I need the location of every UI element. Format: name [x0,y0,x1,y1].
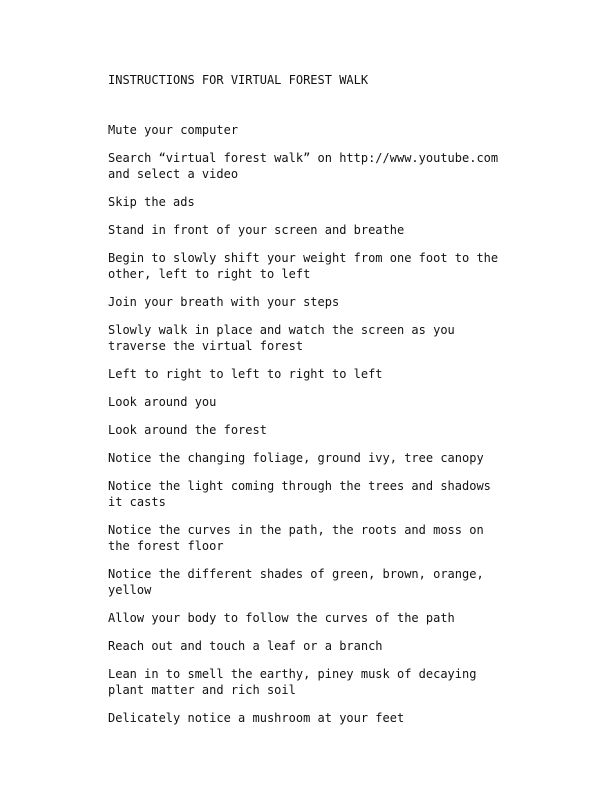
instruction-step: Reach out and touch a leaf or a branch [108,639,383,653]
instruction-step: Notice the different shades of green, brown, orange, yellow [108,567,484,597]
instruction-step: Join your breath with your steps [108,295,340,309]
instruction-step: Notice the light coming through the trees and shadows it casts [108,479,491,509]
instruction-step: Notice the changing foliage, ground ivy, tree canopy [108,451,484,465]
instruction-step: Delicately notice a mushroom at your feet [108,711,405,725]
instruction-step: Begin to slowly shift your weight from one foot to the other, left to right to left [108,251,499,281]
document-title: INSTRUCTIONS FOR VIRTUAL FOREST WALK [108,73,369,87]
instruction-step: Left to right to left to right to left [108,367,383,381]
instruction-step: Look around you [108,395,217,409]
instruction-step: Mute your computer [108,123,239,137]
instruction-step: Search “virtual forest walk” on http://www.youtube.com and select a video [108,151,499,181]
instruction-step: Lean in to smell the earthy, piney musk of decaying plant matter and rich soil [108,667,477,697]
instruction-step: Skip the ads [108,195,195,209]
instruction-step: Stand in front of your screen and breathe [108,223,405,237]
instruction-list [108,122,508,726]
instruction-step: Slowly walk in place and watch the screen as you traverse the virtual forest [108,323,455,353]
instruction-step: Allow your body to follow the curves of the path [108,611,455,625]
instruction-step: Look around the forest [108,423,267,437]
instruction-step: Notice the curves in the path, the roots and moss on the forest floor [108,523,484,553]
document-body [108,72,508,738]
